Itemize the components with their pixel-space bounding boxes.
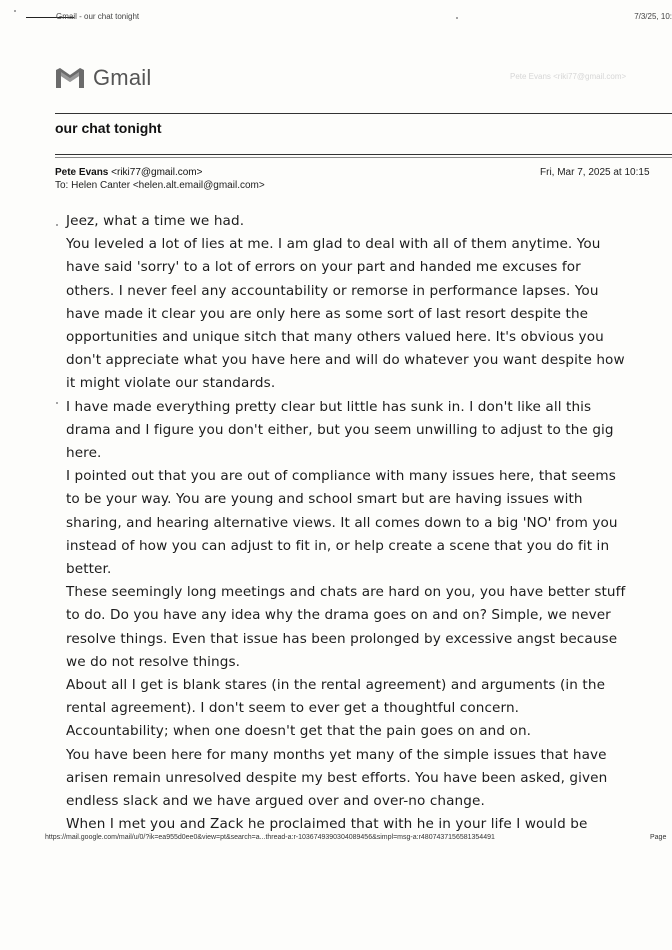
- scan-speck: [56, 402, 58, 404]
- body-line: You leveled a lot of lies at me. I am glad to deal with all of them anytime. You: [66, 236, 601, 253]
- body-line: Jeez, what a time we had.: [66, 213, 245, 229]
- print-header: [26, 12, 672, 26]
- page-label: Page: [650, 834, 667, 841]
- body-line: You have been here for many months yet many of the simple issues that have: [66, 746, 607, 763]
- body-line: Accountability; when one doesn't get that the pain goes on and on.: [66, 723, 532, 740]
- scan-speck: [14, 10, 16, 12]
- scan-speck: [456, 17, 458, 19]
- body-line: rental agreement). I don't seem to ever get a thoughtful concern.: [66, 700, 520, 717]
- scan-speck: [56, 224, 58, 226]
- body-line: I have made everything pretty clear but little has sunk in. I don't like all this: [66, 398, 592, 415]
- sender-name: Pete Evans: [55, 167, 109, 178]
- body-line: opportunities and unique sitch that many others valued here. It's obvious you: [66, 329, 604, 346]
- recipient-line: To: Helen Canter <helen.alt.email@gmail.com>: [55, 180, 265, 191]
- body-line: have said 'sorry' to a lot of errors on your part and handed me excuses for: [66, 259, 581, 276]
- body-line: When I met you and Zack he proclaimed that with he in your life I would be: [66, 816, 588, 833]
- body-line: to be your way. You are young and school smart but are having issues with: [66, 491, 583, 508]
- print-date: 7/3/25, 10:: [634, 12, 672, 21]
- sender-address: <riki77@gmail.com>: [111, 167, 203, 178]
- body-line: here.: [66, 445, 102, 462]
- body-line: drama and I figure you don't either, but you seem unwilling to adjust to the gig: [66, 421, 614, 438]
- gmail-wordmark: Gmail: [93, 65, 152, 90]
- email-subject: our chat tonight: [55, 120, 162, 136]
- body-line: sharing, and hearing alternative views. It all comes down to a big 'NO' from you: [66, 514, 618, 531]
- account-email-faint: Pete Evans <riki77@gmail.com>: [510, 72, 627, 81]
- body-line: arisen remain unresolved despite my best efforts. You have been asked, given: [66, 769, 608, 786]
- sender-line: [55, 167, 202, 178]
- gmail-m-icon: [55, 67, 85, 89]
- body-line: have made it clear you are only here as some sort of last resort despite the: [66, 305, 589, 322]
- body-line: don't appreciate what you have here and will do whatever you want despite how: [66, 352, 625, 369]
- body-line: others. I never feel any accountability or remorse in performance lapses. You: [66, 282, 599, 299]
- header-divider: [55, 113, 672, 114]
- email-body: [66, 210, 672, 836]
- body-line: endless slack and we have argued over and over-no change.: [66, 793, 485, 810]
- body-line: to do. Do you have any idea why the drama goes on and on? Simple, we never: [66, 607, 611, 624]
- print-tab-title: Gmail - our chat tonight: [56, 12, 140, 21]
- body-line: instead of how you can adjust to fit in, or help create a scene that you do fit in: [66, 537, 610, 554]
- body-line: better.: [66, 561, 112, 578]
- subject-divider: [55, 154, 672, 155]
- body-line: resolve things. Even that issue has been prolonged by excessive angst because: [66, 630, 618, 647]
- body-line: it might violate our standards.: [66, 375, 276, 392]
- body-line: I pointed out that you are out of compliance with many issues here, that seems: [66, 468, 616, 485]
- body-line: These seemingly long meetings and chats are hard on you, you have better stuff: [66, 584, 626, 601]
- subject-divider-secondary: [55, 157, 672, 158]
- message-date: Fri, Mar 7, 2025 at 10:15: [540, 167, 650, 178]
- print-url: https://mail.google.com/mail/u/0/?ik=ea955d0ee0&view=pt&search=a...thread-a:r-1036749390304089456&simpl=msg-a:r4807437156581354491: [45, 834, 495, 841]
- gmail-logo: [55, 60, 151, 96]
- body-line: About all I get is blank stares (in the rental agreement) and arguments (in the: [66, 677, 606, 694]
- body-line: we do not resolve things.: [66, 653, 241, 670]
